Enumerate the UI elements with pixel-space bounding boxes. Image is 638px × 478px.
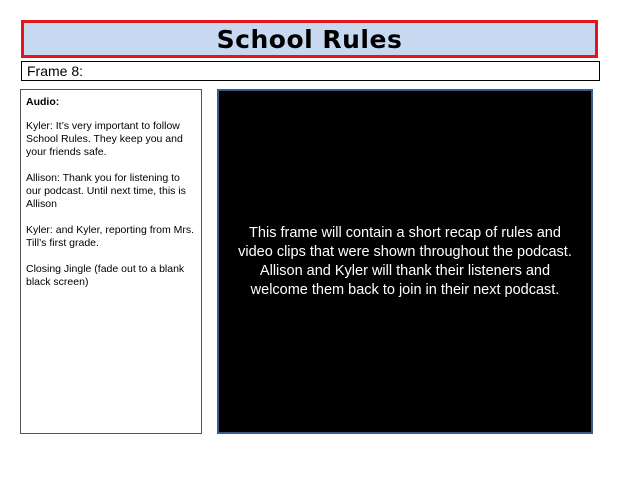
audio-line-kyler-rules: Kyler: It’s very important to follow School Rules. They keep you and your friends safe.: [26, 120, 183, 158]
video-frame-panel: [217, 89, 593, 434]
video-description: This frame will contain a short recap of rules and video clips that were shown throughout the podcast. Allison and Kyler will thank their listeners and welcome them back to join in their next podcast.: [238, 224, 572, 298]
audio-script-panel: [20, 89, 202, 434]
frame-label-box: [21, 61, 600, 81]
audio-line-closing-jingle: Closing Jingle (fade out to a blank black screen): [26, 263, 185, 288]
audio-heading: Audio:: [26, 96, 60, 108]
page-title: School Rules: [216, 24, 403, 54]
audio-line-kyler-reporting: Kyler: and Kyler, reporting from Mrs. Till’s first grade.: [26, 224, 195, 249]
title-banner: [21, 20, 598, 58]
frame-label: Frame 8:: [27, 63, 84, 79]
audio-line-allison-thanks: Allison: Thank you for listening to our podcast. Until next time, this is Allison: [26, 172, 186, 210]
